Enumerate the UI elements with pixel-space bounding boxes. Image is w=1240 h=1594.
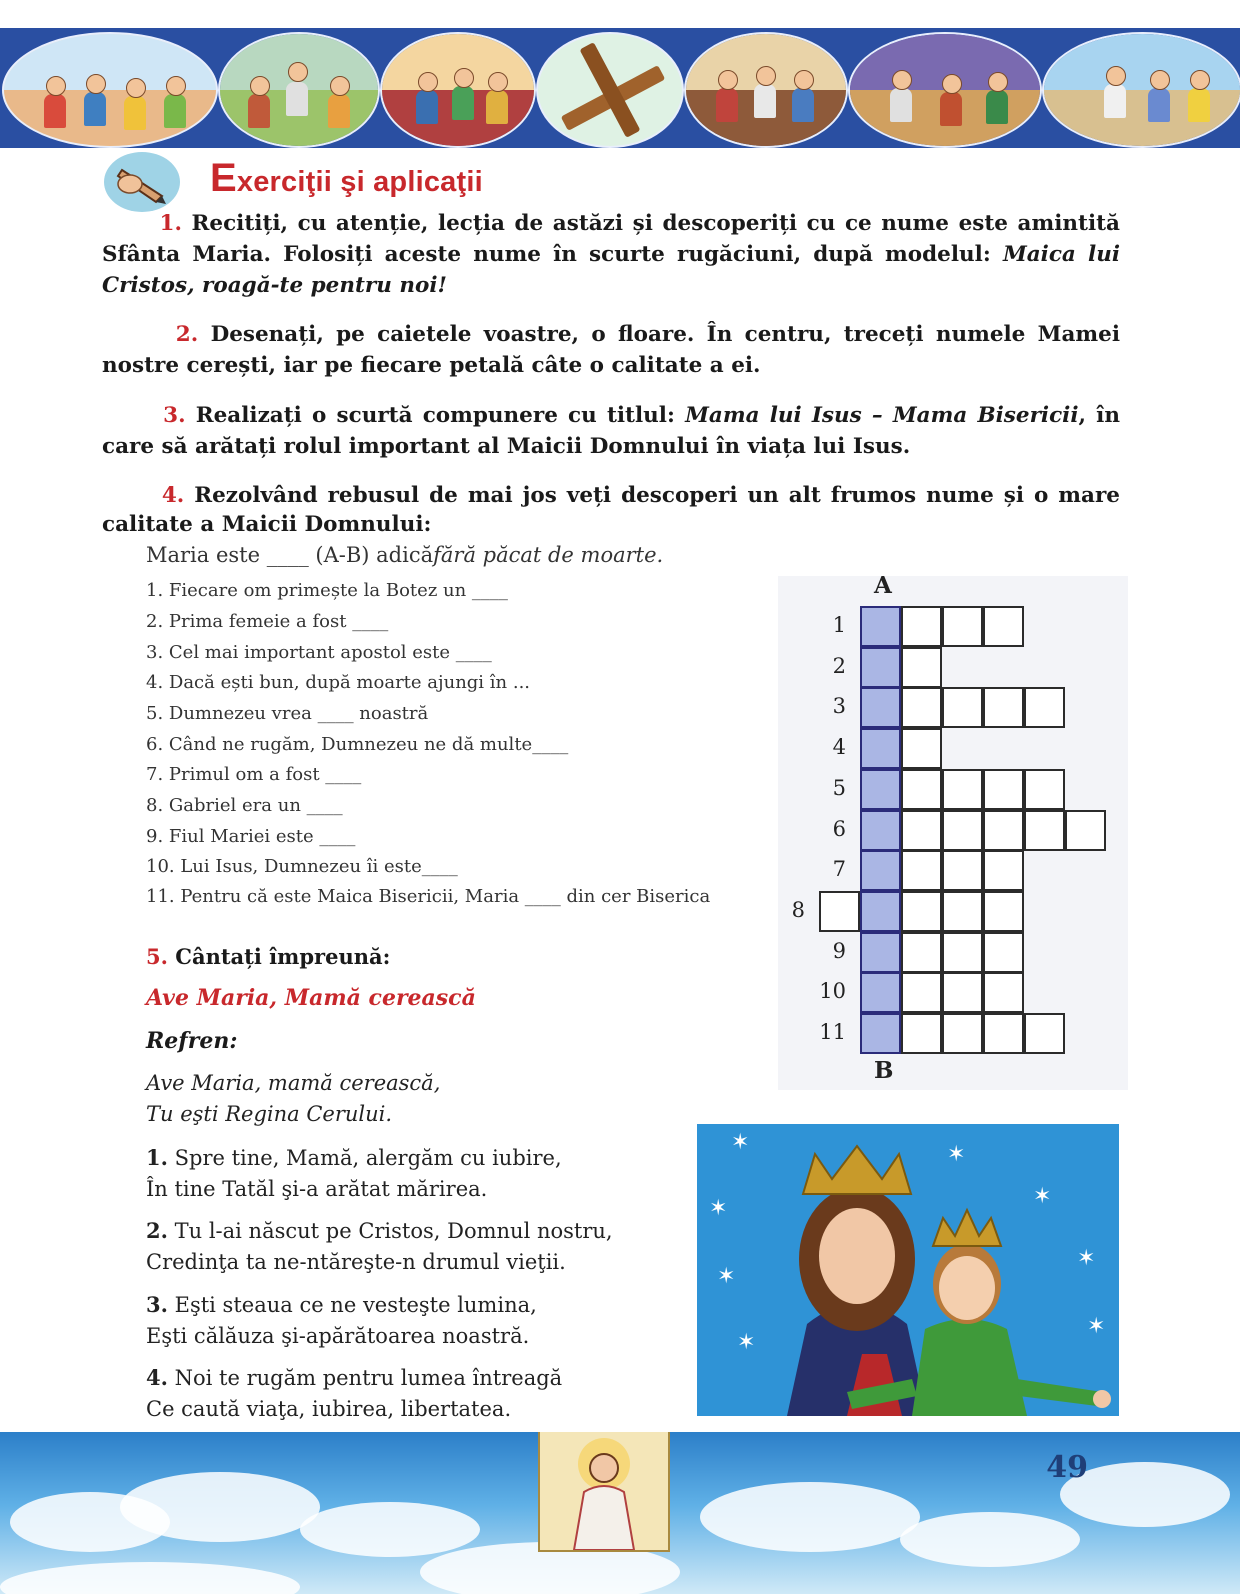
song-title: Ave Maria, Mamă cerească xyxy=(146,985,476,1011)
exercise-1-model-end: Cristos, roagă-te pentru noi! xyxy=(102,273,447,298)
jesus-icon xyxy=(538,1432,670,1552)
exercise-4-number: 4. xyxy=(161,483,185,508)
crossword-row-number: 2 xyxy=(832,653,846,678)
refrain-line-1: Ave Maria, mamă cerească, xyxy=(146,1071,441,1095)
crossword-key-cell[interactable] xyxy=(860,728,901,769)
exercise-1-line-2 xyxy=(102,239,1120,270)
crossword-row-number: 11 xyxy=(819,1020,846,1044)
crossword-cell[interactable] xyxy=(942,769,983,810)
illustration-last-supper xyxy=(684,32,848,148)
refrain-label: Refren: xyxy=(146,1028,238,1054)
verse-3-number: 3. xyxy=(146,1292,168,1317)
crossword-cell[interactable] xyxy=(942,891,983,932)
crossword-start-label: A xyxy=(874,572,892,599)
crossword-key-cell[interactable] xyxy=(860,687,901,728)
crossword-key-cell[interactable] xyxy=(860,850,901,891)
exercise-1-number: 1. xyxy=(159,211,182,236)
mary-and-child-picture xyxy=(697,1124,1119,1416)
crossword-cell[interactable] xyxy=(983,606,1024,647)
exercise-4-line-1 xyxy=(102,480,1120,511)
verse-2-line-2: Credinţa ta ne-ntăreşte-n drumul vieţii. xyxy=(146,1250,566,1274)
exercise-3-line-1 xyxy=(102,400,1120,431)
exercise-4-text-1: Rezolvând rebusul de mai jos veți descoperi un alt frumos nume și o mare xyxy=(194,483,1120,508)
crossword-cell[interactable] xyxy=(1024,1013,1065,1054)
crossword-cell[interactable] xyxy=(942,932,983,973)
crossword-cell[interactable] xyxy=(901,850,942,891)
crossword-cell[interactable] xyxy=(819,891,860,932)
crossword-cell[interactable] xyxy=(983,932,1024,973)
crossword-cell[interactable] xyxy=(901,810,942,851)
verse-3-line-2: Eşti călăuza şi-apărătoarea noastră. xyxy=(146,1324,530,1348)
crossword-cell[interactable] xyxy=(901,647,942,688)
verse-3-line-1: Eşti steaua ce ne vesteşte lumina, xyxy=(174,1293,537,1317)
crossword-key-cell[interactable] xyxy=(860,1013,901,1054)
crossword-clue: 1. Fiecare om primește la Botez un ____ xyxy=(146,580,508,601)
refrain-line-2: Tu eşti Regina Cerului. xyxy=(146,1102,393,1126)
title-rest: xerciţii şi aplicaţii xyxy=(236,166,483,198)
exercise-4-sentence xyxy=(146,543,663,567)
refrain xyxy=(146,1068,440,1130)
header-banner xyxy=(0,28,1240,148)
verse-4-line-2: Ce caută viaţa, iubirea, libertatea. xyxy=(146,1397,512,1421)
star-icon: ✶ xyxy=(1077,1246,1096,1271)
crossword-row-number: 7 xyxy=(832,857,846,882)
crossword-cell[interactable] xyxy=(901,728,942,769)
crossword-row-number: 5 xyxy=(832,775,846,800)
verse-4-line-1: Noi te rugăm pentru lumea întreagă xyxy=(174,1366,563,1390)
exercise-5 xyxy=(146,944,390,969)
crossword-grid xyxy=(778,572,1128,1090)
crossword-cell[interactable] xyxy=(942,1013,983,1054)
crossword-cell[interactable] xyxy=(942,810,983,851)
pencil-hand-icon xyxy=(104,152,180,212)
crossword-clue: 2. Prima femeie a fost ____ xyxy=(146,611,389,632)
crossword-end-label: B xyxy=(874,1057,894,1084)
crossword-cell[interactable] xyxy=(901,972,942,1013)
crossword-cell[interactable] xyxy=(983,850,1024,891)
verse-2-number: 2. xyxy=(146,1218,168,1243)
crossword-key-cell[interactable] xyxy=(860,932,901,973)
exercise-1-line-3 xyxy=(102,270,1120,301)
star-icon: ✶ xyxy=(1087,1314,1106,1339)
page-number: 49 xyxy=(1046,1450,1088,1485)
illustration-children xyxy=(2,32,218,148)
crossword-cell[interactable] xyxy=(1024,810,1065,851)
star-icon: ✶ xyxy=(947,1142,966,1167)
crossword-key-cell[interactable] xyxy=(860,647,901,688)
crossword-row-number: 6 xyxy=(832,816,846,841)
crossword-key-cell[interactable] xyxy=(860,810,901,851)
star-icon: ✶ xyxy=(731,1130,750,1155)
crossword-key-cell[interactable] xyxy=(860,891,901,932)
sentence-plain: Maria este ____ (A-B) adică xyxy=(146,543,434,567)
verse-4-number: 4. xyxy=(146,1365,168,1390)
crossword-cell[interactable] xyxy=(983,687,1024,728)
crossword-clue: 11. Pentru că este Maica Bisericii, Maria ____ din cer Biserica xyxy=(146,886,711,907)
crossword-clue: 10. Lui Isus, Dumnezeu îi este____ xyxy=(146,856,458,877)
star-icon: ✶ xyxy=(1033,1184,1052,1209)
cross-icon xyxy=(536,32,684,148)
exercise-4-line-2: calitate a Maicii Domnului: xyxy=(102,512,432,537)
star-icon: ✶ xyxy=(717,1264,736,1289)
crossword-cell[interactable] xyxy=(942,850,983,891)
verse-2-line-1: Tu l-ai născut pe Cristos, Domnul nostru, xyxy=(174,1219,613,1243)
verse-1 xyxy=(146,1142,562,1205)
illustration-disciples-walking xyxy=(1042,32,1240,148)
crossword-clue: 3. Cel mai important apostol este ____ xyxy=(146,642,492,663)
crossword-row-number: 10 xyxy=(819,979,846,1004)
exercise-3-composition-title: Mama lui Isus – Mama Bisericii xyxy=(685,403,1079,428)
crossword-cell[interactable] xyxy=(983,769,1024,810)
crossword-cell[interactable] xyxy=(983,891,1024,932)
exercise-3-text-1: Realizați o scurtă compunere cu titlul: xyxy=(195,403,675,428)
verse-1-number: 1. xyxy=(146,1145,168,1170)
verse-3 xyxy=(146,1289,537,1352)
verse-2 xyxy=(146,1215,613,1278)
exercise-1-text-1: Recitiți, cu atenție, lecția de astăzi și descoperiți cu ce nume este amintită xyxy=(191,211,1120,236)
crossword-cell[interactable] xyxy=(942,687,983,728)
crossword-cell[interactable] xyxy=(901,1013,942,1054)
illustration-jesus-crowd xyxy=(218,32,380,148)
exercise-1-model-start: Maica lui xyxy=(1002,242,1120,267)
exercise-5-number: 5. xyxy=(146,944,168,969)
verse-1-line-1: Spre tine, Mamă, alergăm cu iubire, xyxy=(174,1146,562,1170)
crossword-cell[interactable] xyxy=(901,891,942,932)
crossword-cell[interactable] xyxy=(1024,687,1065,728)
exercise-2-line-1 xyxy=(102,319,1120,350)
crossword-row-number: 9 xyxy=(832,938,846,963)
exercise-3-line-2: care să arătați rolul important al Maicii Domnului în viața lui Isus. xyxy=(102,434,911,459)
crossword-clue: 9. Fiul Mariei este ____ xyxy=(146,826,356,847)
exercise-1-text-2: Sfânta Maria. Folosiți aceste nume în scurte rugăciuni, după modelul: xyxy=(102,242,991,267)
crossword-clue: 6. Când ne rugăm, Dumnezeu ne dă multe____ xyxy=(146,734,569,755)
crossword-clue: 7. Primul om a fost ____ xyxy=(146,764,362,785)
crossword-row-number: 4 xyxy=(832,735,846,760)
exercise-1 xyxy=(102,208,1120,301)
crossword-clue: 4. Dacă ești bun, după moarte ajungi în ... xyxy=(146,672,531,693)
exercise-3 xyxy=(102,400,1120,462)
exercise-3-text-end: , în xyxy=(1078,403,1120,428)
crossword-cell[interactable] xyxy=(901,687,942,728)
title-initial: E xyxy=(210,156,237,200)
crossword-cell[interactable] xyxy=(901,769,942,810)
illustration-pentecost xyxy=(380,32,536,148)
exercise-1-line-1 xyxy=(102,208,1120,239)
exercise-2-text-1: Desenați, pe caietele voastre, o floare. În centru, treceți numele Mamei xyxy=(210,322,1120,347)
exercise-2-line-2: nostre cerești, iar pe fiecare petală câte o calitate a ei. xyxy=(102,353,761,378)
exercise-5-label: Cântați împreună: xyxy=(175,944,391,969)
crossword-cell[interactable] xyxy=(983,972,1024,1013)
crossword-cell[interactable] xyxy=(983,1013,1024,1054)
star-icon: ✶ xyxy=(709,1196,728,1221)
sentence-italic: fără păcat de moarte. xyxy=(433,543,664,567)
crossword-row-number: 3 xyxy=(832,694,846,719)
crossword-cell[interactable] xyxy=(942,972,983,1013)
illustration-temple xyxy=(848,32,1042,148)
crossword-cell[interactable] xyxy=(942,606,983,647)
verse-4 xyxy=(146,1362,562,1425)
crossword-clue: 5. Dumnezeu vrea ____ noastră xyxy=(146,703,429,724)
exercise-3-number: 3. xyxy=(163,403,186,428)
exercise-2 xyxy=(102,319,1120,381)
page-title xyxy=(210,156,483,201)
star-icon: ✶ xyxy=(737,1330,756,1355)
crossword-key-cell[interactable] xyxy=(860,606,901,647)
crossword-key-cell[interactable] xyxy=(860,972,901,1013)
crossword-cell[interactable] xyxy=(901,606,942,647)
crossword-cell[interactable] xyxy=(1024,769,1065,810)
crossword-cell[interactable] xyxy=(1065,810,1106,851)
crossword-cell[interactable] xyxy=(983,810,1024,851)
crossword-row-number: 1 xyxy=(832,613,846,637)
exercise-4 xyxy=(102,480,1120,539)
exercise-2-number: 2. xyxy=(175,322,199,347)
crossword-row-number: 8 xyxy=(791,897,805,922)
crossword-cell[interactable] xyxy=(901,932,942,973)
verse-1-line-2: În tine Tatăl şi-a arătat mărirea. xyxy=(146,1177,488,1201)
crossword-key-cell[interactable] xyxy=(860,769,901,810)
crossword-clue: 8. Gabriel era un ____ xyxy=(146,795,343,816)
